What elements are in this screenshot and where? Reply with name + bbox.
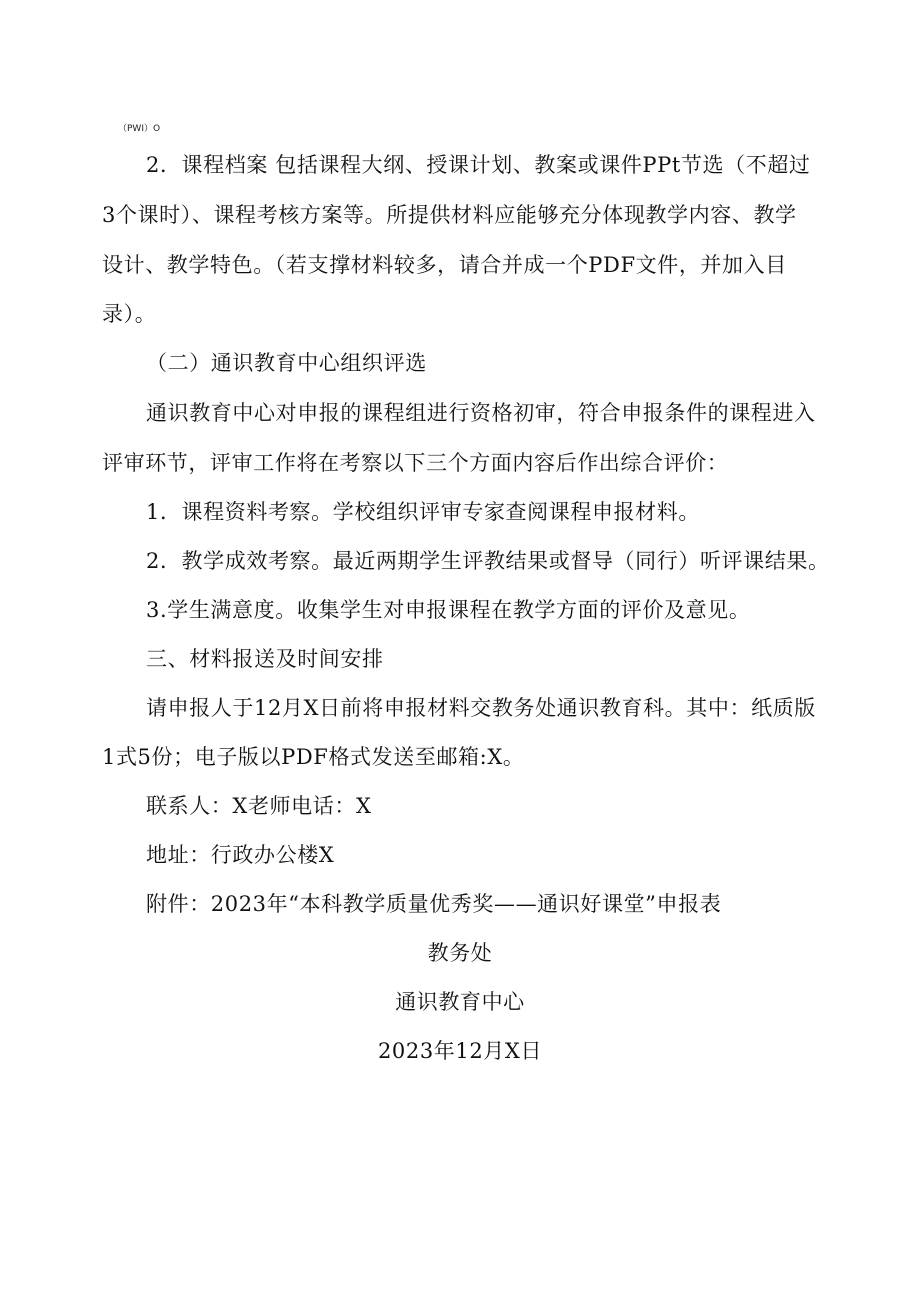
- paragraph-submission-line-2: 1式5份；电子版以PDF格式发送至邮箱:X。: [102, 745, 525, 769]
- signature-dept-general-education: 通识教育中心: [395, 990, 525, 1014]
- paragraph-course-files-line-4: 录）。: [102, 302, 157, 326]
- paragraph-course-files-line-1: 2．课程档案 包括课程大纲、授课计划、教案或课件PPt节选（不超过: [146, 153, 811, 177]
- review-item-1: 1．课程资料考察。学校组织评审专家查阅课程申报材料。: [146, 500, 700, 524]
- signature-dept-academic-affairs: 教务处: [427, 941, 493, 965]
- signature-date: 2023年12月X日: [377, 1039, 543, 1063]
- address-line: 地址：行政办公楼X: [146, 843, 335, 867]
- page-header-stub: （PWI）O: [118, 124, 161, 134]
- paragraph-submission-line-1: 请申报人于12月X日前将申报材料交教务处通识教育科。其中：纸质版: [146, 696, 816, 720]
- review-item-3: 3.学生满意度。收集学生对申报课程在教学方面的评价及意见。: [146, 598, 751, 622]
- attachment-line: 附件：2023年“本科教学质量优秀奖——通识好课堂”申报表: [146, 892, 722, 916]
- paragraph-review-line-1: 通识教育中心对申报的课程组进行资格初审，符合申报条件的课程进入: [146, 401, 816, 425]
- paragraph-course-files-line-2: 3个课时）、课程考核方案等。所提供材料应能够充分体现教学内容、教学: [102, 203, 797, 227]
- review-item-2: 2．教学成效考察。最近两期学生评教结果或督导（同行）听评课结果。: [146, 549, 830, 573]
- paragraph-course-files-line-3: 设计、教学特色。（若支撑材料较多，请合并成一个PDF文件，并加入目: [102, 253, 787, 277]
- section-heading-submission-schedule: 三、材料报送及时间安排: [146, 647, 384, 671]
- paragraph-review-line-2: 评审环节，评审工作将在考察以下三个方面内容后作出综合评价：: [102, 451, 729, 475]
- section-heading-organize-selection: （二）通识教育中心组织评选: [146, 351, 427, 375]
- contact-line: 联系人：X老师电话：X: [146, 794, 372, 818]
